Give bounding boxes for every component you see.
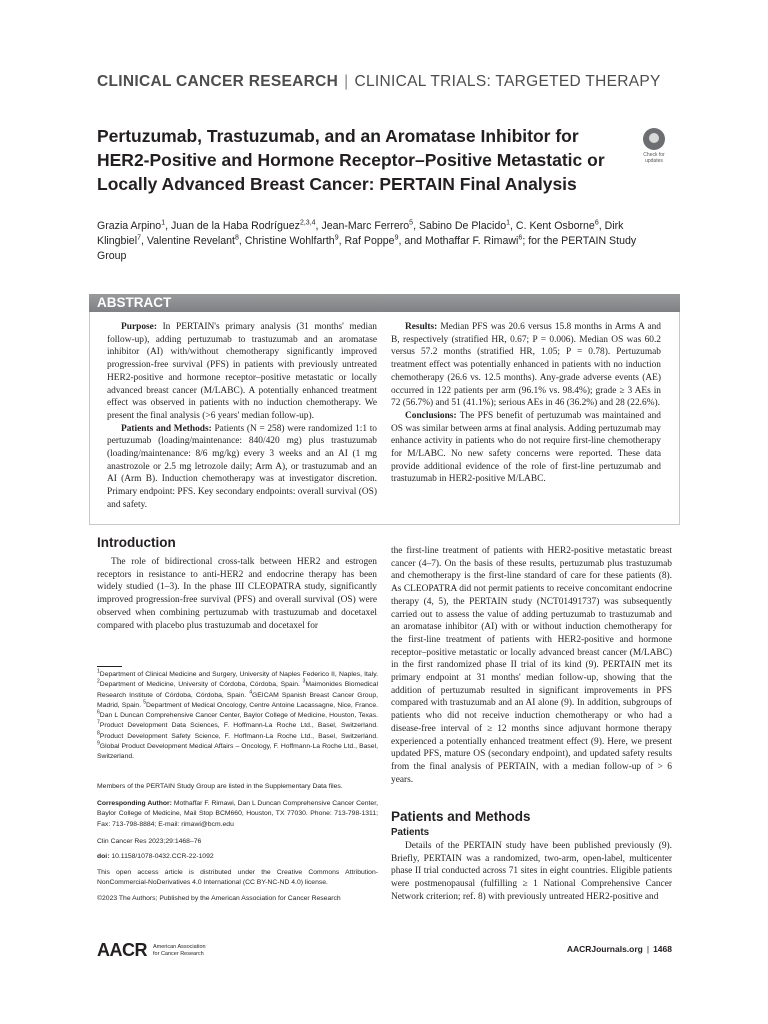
aacr-logo-text [153, 944, 206, 957]
check-updates-label: Check for updates [643, 152, 665, 164]
section-name: CLINICAL TRIALS: TARGETED THERAPY [354, 73, 661, 90]
author-name: Christine Wohlfarth [244, 235, 335, 247]
check-updates-icon [643, 128, 665, 150]
author-name: Dirk Klingbiel [97, 220, 624, 247]
abstract-conclusions [391, 410, 661, 486]
affiliation-number: 6 [97, 709, 100, 716]
check-for-updates-button[interactable] [638, 128, 670, 164]
author-separator: , [165, 220, 171, 232]
author-separator: , [338, 235, 345, 247]
doi [97, 852, 378, 862]
affiliation-text: Maimonides Biomedical Research Institute of Córdoba, Córdoba, Spain. [97, 681, 378, 699]
abstract-label: ABSTRACT [97, 295, 172, 310]
abstract-purpose-label: Purpose: [121, 322, 157, 332]
author-separator: , [598, 220, 605, 232]
affiliation-number: 2 [97, 679, 100, 686]
author-name: Juan de la Haba Rodríguez [170, 220, 300, 232]
abstract-results-label: Results: [405, 322, 438, 332]
affiliation-number: 8 [97, 730, 100, 737]
aacr-logo-mark: AACR [97, 940, 147, 960]
footer-page-info [567, 944, 672, 954]
study-group-note: Members of the PERTAIN Study Group are listed in the Supplementary Data files. [97, 783, 343, 790]
methods-body [391, 840, 672, 904]
author-name: Raf Poppe [344, 235, 395, 247]
license-note: This open access article is distributed under the Creative Commons Attribution-NonCommercial-NoDerivatives 4.0 International (CC BY-NC-ND 4.0) license. [97, 869, 378, 887]
abstract-left-column [107, 321, 377, 512]
author-separator: , [315, 220, 322, 232]
author-separator: ; [522, 235, 529, 247]
author-separator: , [140, 235, 147, 247]
corresponding-author-text: Mothaffar F. Rimawi, Dan L Duncan Comprehensive Cancer Center, Baylor College of Medicine, Mail Stop BCM660, Houston, TX 77030. Phone: 713-798-1311; Fax: 713-798-8884; E-mail: rimawi@bcm.edu [97, 800, 378, 828]
patients-subheading: Patients [391, 827, 430, 838]
header-separator: | [344, 73, 349, 90]
page-number: 1468 [653, 944, 672, 954]
affiliation-text: Product Development Data Sciences, F. Hoffmann-La Roche Ltd., Basel, Switzerland. [99, 722, 378, 730]
abstract-purpose-text: In PERTAIN's primary analysis (31 months' median follow-up), adding pertuzumab to trastuzumab and an aromatase inhibitor (AI) with/without chemotherapy significantly improved progression-free survival (PFS) in patients with previously untreated HER2-positive and hormone receptor–positive metastatic or locally advanced breast cancer (M/LABC). A potentially enhanced treatment effect was observed in patients with no induction chemotherapy. We present the final analysis (>6 years' median follow-up). [107, 322, 377, 421]
journal-header [97, 73, 677, 91]
author-separator: , [510, 220, 516, 232]
affiliation-number: 4 [249, 689, 252, 696]
journal-name: CLINICAL CANCER RESEARCH [97, 73, 339, 90]
affiliation-text: Product Development Safety Science, F. Hoffmann-La Roche Ltd., Basel, Switzerland. [99, 732, 378, 740]
author-name: Grazia Arpino [97, 220, 162, 232]
introduction-body-right [391, 545, 672, 786]
abstract-results [391, 321, 661, 410]
abstract-methods-text: Patients (N = 258) were randomized 1:1 to pertuzumab (loading/maintenance: 840/420 mg) plus trastuzumab (loading/maintenance: 8/6 mg/kg) every 3 weeks and an AI (1 mg anastrozole or 2.5 mg letrozole daily; Arm A), or trastuzumab and an AI (Arm B). Induction chemotherapy was at investigator discretion. Primary endpoint: PFS. Key secondary endpoints: overall survival (OS) and safety. [107, 423, 377, 510]
author-affiliation-ref: 1 [161, 219, 166, 227]
author-group: for the PERTAIN Study Group [97, 235, 637, 262]
introduction-paragraph-continued: the first-line treatment of patients with HER2-positive metastatic breast cancer (4–7). On the basis of these results, pertuzumab plus trastuzumab and chemotherapy is the first-line standard of care for these patients (8). As CLEOPATRA did not permit patients to receive concomitant endocrine therapy (4, 5), the PERTAIN study (NCT01491737) was subsequently carried out to assess the value of adding pertuzumab to trastuzumab and an aromatase inhibitor (AI) with or without induction chemotherapy for the first-line treatment of patients with HER2-positive and hormone receptor–positive metastatic or locally advanced breast cancer (M/LABC) in the first randomized phase II trial of its kind (9). PERTAIN met its primary endpoint at 31 months' median follow-up, showing that the addition of pertuzumab resulted in significant improvements in PFS compared with trastuzumab and an AI alone (9). In addition, subgroups of patients who did not receive induction chemotherapy or who had a disease-free interval of ≥ 12 months since adjuvant hormone therapy experienced a potentially enhanced treatment effect (9). Here, we present updated PFS, mature OS (secondary endpoint), and updated safety results from the final analysis of PERTAIN, with a median follow-up of > 6 years. [391, 546, 672, 785]
corresponding-author-label: Corresponding Author: [97, 800, 172, 807]
footer-separator: | [646, 944, 650, 954]
affiliation-text: Global Product Development Medical Affairs – Oncology, F. Hoffmann-La Roche Ltd., Basel, Switzerland. [97, 743, 378, 761]
abstract-purpose [107, 321, 377, 423]
aacr-logo-line1: American Association [153, 944, 206, 950]
abstract-header-bar [89, 294, 680, 312]
affiliations [97, 670, 378, 763]
author-affiliation-ref: 1 [506, 219, 511, 227]
author-affiliation-ref: 9 [334, 234, 339, 242]
methods-heading: Patients and Methods [391, 809, 531, 824]
affiliation-text: Department of Medicine, University of Córdoba, Córdoba, Spain. [99, 681, 303, 689]
author-affiliation-ref: 8 [235, 234, 239, 242]
citation: Clin Cancer Res 2023;29:1468–76 [97, 838, 202, 845]
corresponding-author [97, 799, 378, 830]
copyright-note: ©2023 The Authors; Published by the American Association for Cancer Research [97, 895, 341, 902]
aacr-logo-line2: for Cancer Research [153, 950, 204, 957]
author-affiliation-ref: 5 [409, 219, 414, 227]
author-name: Valentine Revelant [146, 235, 236, 247]
affiliation-text: Department of Clinical Medicine and Surgery, University of Naples Federico II, Naples, Italy. [99, 671, 378, 678]
aacr-logo[interactable] [97, 940, 206, 961]
affiliation-number: 1 [97, 668, 100, 675]
author-name: Mothaffar F. Rimawi [424, 235, 519, 247]
author-separator: , and [398, 235, 425, 247]
doi-link[interactable]: 10.1158/1078-0432.CCR-22-1092 [109, 853, 214, 860]
author-separator: , [413, 220, 419, 232]
abstract-right-column [391, 321, 661, 486]
abstract-results-text: Median PFS was 20.6 versus 15.8 months in Arms A and B, respectively (stratified HR, 0.67; P = 0.006). Median OS was 60.2 versus 57.2 months (stratified HR, 1.05; P = 0.78). Pertuzumab treatment effect was potentially enhanced in patients with no induction chemotherapy (26.6 vs. 12.5 months). Any-grade adverse events (AE) occurred in 122 patients per arm (96.1% vs. 98.4%); grade ≥ 3 AEs in 72 (56.7%) and 51 (41.1%); serious AEs in 46 (36.2%) and 28 (22.6%). [391, 322, 661, 409]
abstract-methods-label: Patients and Methods: [121, 423, 212, 434]
affiliation-number: 3 [302, 679, 306, 686]
author-affiliation-ref: 2,3,4 [299, 219, 316, 227]
affiliation-text: Dan L Duncan Comprehensive Cancer Center, Baylor College of Medicine, Houston, Texas. [99, 712, 378, 720]
affiliation-text: GEICAM Spanish Breast Cancer Group, Madrid, Spain. [97, 691, 378, 709]
article-title: Pertuzumab, Trastuzumab, and an Aromatase Inhibitor for HER2-Positive and Hormone Receptor–Positive Metastatic or Locally Advanced Breast Cancer: PERTAIN Final Analysis [97, 126, 605, 194]
methods-paragraph: Details of the PERTAIN study have been published previously (9). Briefly, PERTAIN was a randomized, two-arm, open-label, multicenter phase II trial conducted across 71 sites in eight countries. Eligible patients were postmenopausal (fulfilling ≥ 1 National Comprehensive Cancer Network criterion; ref. 8) with previously untreated HER2-positive and [391, 841, 672, 902]
author-separator: , [238, 235, 245, 247]
author-name: C. Kent Osborne [515, 220, 595, 232]
journal-site-link[interactable]: AACRJournals.org [566, 944, 643, 954]
abstract-methods [107, 423, 377, 512]
affiliation-number: 9 [97, 740, 100, 747]
author-list [97, 219, 657, 264]
introduction-paragraph: The role of bidirectional cross-talk between HER2 and estrogen receptors in resistance to anti-HER2 and endocrine therapy has been widely studied (1–3). In the phase III CLEOPATRA study, significantly improved progression-free survival (PFS) and overall survival (OS) were observed when combining pertuzumab with trastuzumab and docetaxel compared with placebo plus trastuzumab and docetaxel for [97, 557, 377, 631]
author-name: Sabino De Placido [418, 220, 507, 232]
introduction-body-left [97, 556, 377, 632]
abstract-conclusions-label: Conclusions: [405, 410, 457, 421]
author-name: Jean-Marc Ferrero [321, 220, 410, 232]
author-affiliation-ref: 6 [518, 234, 523, 242]
affiliation-number: 5 [143, 699, 147, 706]
author-affiliation-ref: 6 [594, 219, 599, 227]
abstract-conclusions-text: The PFS benefit of pertuzumab was maintained and OS was similar between arms at final analysis. Adding pertuzumab may enhance activity in patients who do not require first-line chemotherapy for M/LABC. No new safety concerns were reported. These data provide additional evidence of the role of first-line pertuzumab and trastuzumab in HER2-positive M/LABC. [391, 410, 661, 485]
author-affiliation-ref: 7 [137, 234, 141, 242]
author-affiliation-ref: 9 [394, 234, 399, 242]
footnote-divider [97, 666, 122, 667]
introduction-heading: Introduction [97, 535, 176, 550]
affiliation-number: 7 [97, 720, 100, 727]
affiliation-text: Department of Medical Oncology, Centre Antoine Lacassagne, Nice, France. [146, 701, 378, 709]
doi-label: doi: [97, 853, 110, 860]
